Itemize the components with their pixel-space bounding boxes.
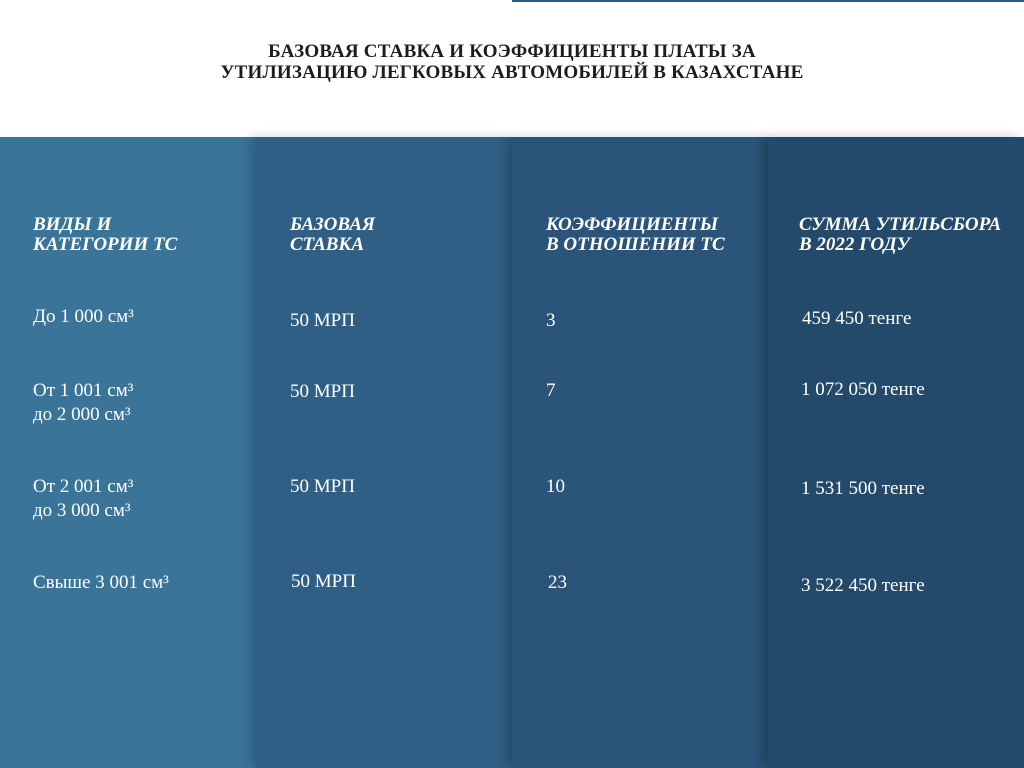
coefficient-cell-2: 7 bbox=[546, 380, 556, 401]
amount-cell-4: 3 522 450 тенге bbox=[801, 575, 925, 596]
category-cell-4 bbox=[33, 571, 169, 595]
amount-cell-3: 1 531 500 тенге bbox=[801, 478, 925, 499]
header-amount bbox=[799, 215, 1001, 255]
base-rate-cell-1: 50 МРП bbox=[290, 310, 355, 331]
header-amount-line-2: В 2022 ГОДУ bbox=[799, 234, 910, 255]
slide-title bbox=[0, 41, 1024, 83]
header-coefficient-line-1: КОЭФФИЦИЕНТЫ bbox=[546, 214, 719, 235]
header-amount-line-1: СУММА УТИЛЬСБОРА bbox=[799, 214, 1002, 235]
table-columns bbox=[0, 137, 1024, 768]
header-base-rate-line-2: СТАВКА bbox=[290, 234, 364, 255]
column-coefficient bbox=[512, 137, 768, 768]
column-base-rate bbox=[256, 137, 512, 768]
base-rate-cell-3: 50 МРП bbox=[290, 476, 355, 497]
header-base-rate bbox=[290, 215, 375, 255]
slide-title-line-2: УТИЛИЗАЦИЮ ЛЕГКОВЫХ АВТОМОБИЛЕЙ В КАЗАХСТАНЕ bbox=[220, 62, 804, 83]
amount-cell-1: 459 450 тенге bbox=[802, 308, 912, 329]
category-cell-3 bbox=[33, 475, 133, 523]
category-cell-3-line-1: От 2 001 см³ bbox=[33, 476, 134, 497]
category-cell-2-line-2: до 2 000 см³ bbox=[33, 404, 131, 425]
base-rate-cell-4: 50 МРП bbox=[291, 571, 356, 592]
coefficient-cell-1: 3 bbox=[546, 310, 556, 331]
column-categories bbox=[0, 137, 256, 768]
header-coefficient bbox=[546, 215, 725, 255]
top-accent-line bbox=[512, 0, 1024, 2]
header-categories bbox=[33, 215, 177, 255]
column-amount bbox=[768, 137, 1024, 768]
base-rate-cell-2: 50 МРП bbox=[290, 381, 355, 402]
header-base-rate-line-1: БАЗОВАЯ bbox=[290, 214, 376, 235]
category-cell-4-line-1: Свыше 3 001 см³ bbox=[33, 572, 169, 593]
coefficient-cell-4: 23 bbox=[548, 572, 567, 593]
slide-title-line-1: БАЗОВАЯ СТАВКА И КОЭФФИЦИЕНТЫ ПЛАТЫ ЗА bbox=[268, 41, 756, 62]
category-cell-2 bbox=[33, 379, 133, 427]
title-area bbox=[0, 0, 1024, 137]
category-cell-3-line-2: до 3 000 см³ bbox=[33, 500, 131, 521]
category-cell-2-line-1: От 1 001 см³ bbox=[33, 380, 134, 401]
header-coefficient-line-2: В ОТНОШЕНИИ ТС bbox=[546, 234, 725, 255]
header-categories-line-2: КАТЕГОРИИ ТС bbox=[33, 234, 178, 255]
category-cell-1 bbox=[33, 305, 134, 329]
header-categories-line-1: ВИДЫ И bbox=[33, 214, 112, 235]
amount-cell-2: 1 072 050 тенге bbox=[801, 379, 925, 400]
category-cell-1-line-1: До 1 000 см³ bbox=[33, 306, 134, 327]
coefficient-cell-3: 10 bbox=[546, 476, 565, 497]
